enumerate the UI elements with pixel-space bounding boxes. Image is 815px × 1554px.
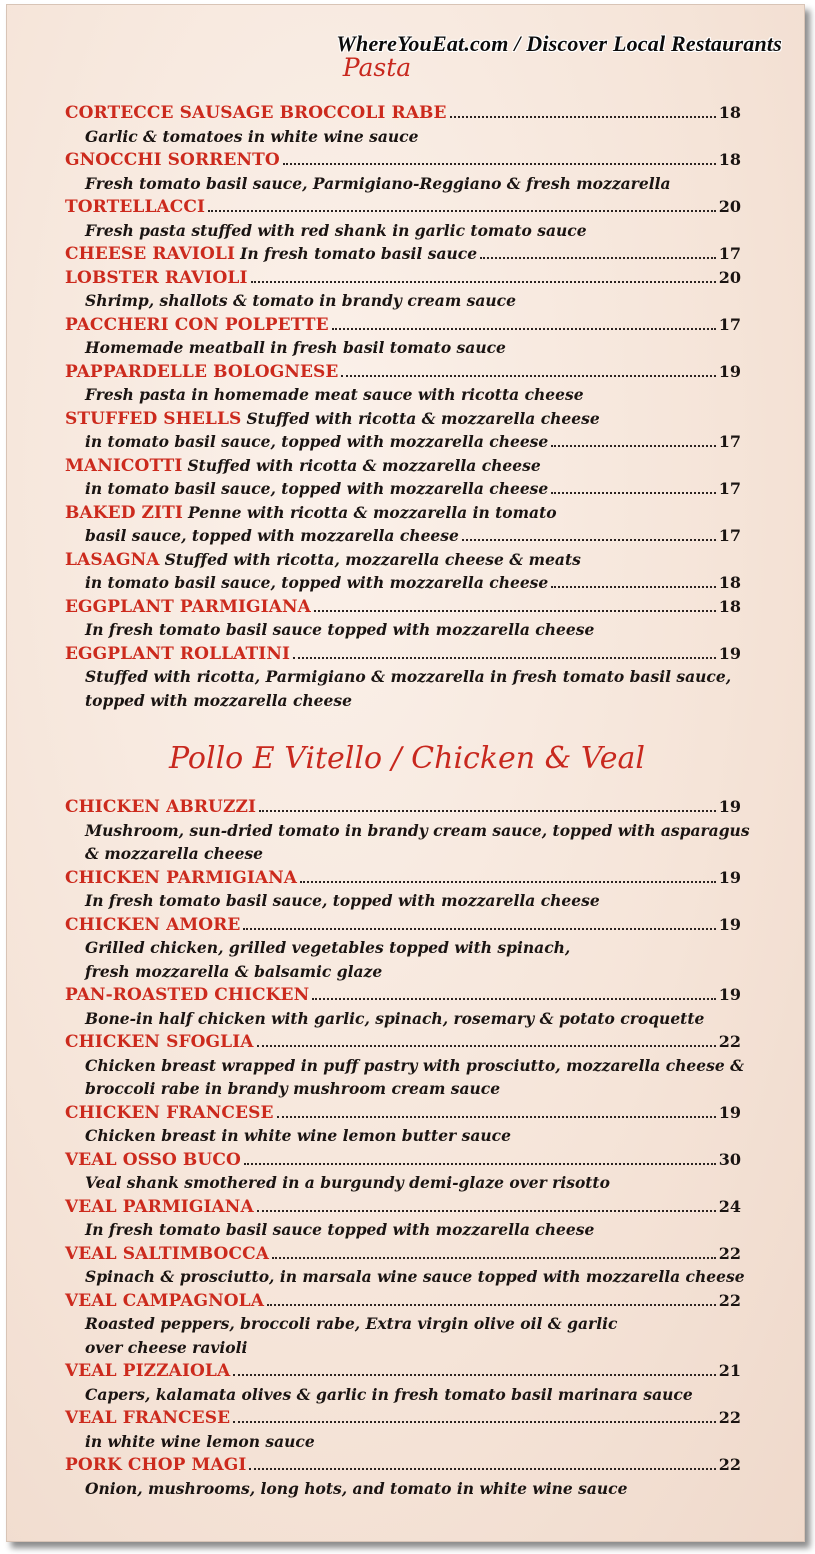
menu-item-price: 19 [718,797,741,816]
menu-item-line [65,1289,741,1313]
menu-item-price: 19 [718,914,741,934]
menu-item-description: Onion, mushrooms, long hots, and tomato in white wine sauce [85,1478,628,1498]
menu-item [65,313,741,360]
menu-item-name: CHEESE RAVIOLI [65,244,235,264]
menu-item-price: 18 [718,573,741,592]
menu-item [65,548,741,595]
menu-item-name: BAKED ZITI [65,502,183,523]
dot-leader [551,586,715,588]
menu-item-name: VEAL CAMPAGNOLA [65,1290,264,1311]
menu-item-name: STUFFED SHELLS [65,408,242,429]
menu-item-description-line [65,689,741,713]
menu-item-name: VEAL SALTIMBOCCA [65,1243,270,1264]
menu-item-price: 18 [718,150,741,169]
menu-item-line [65,913,741,937]
menu-item-name: EGGPLANT ROLLATINI [65,643,291,664]
menu-item-description-line [65,1077,741,1101]
dot-leader [243,928,715,930]
menu-item-description: Stuffed with ricotta & mozzarella cheese [187,455,541,475]
menu-item-name: VEAL OSSO BUCO [65,1149,241,1170]
menu-item-price: 22 [718,1290,741,1310]
dot-leader [283,163,716,165]
menu-item-description: Fresh pasta stuffed with red shank in garlic tomato sauce [85,220,587,240]
menu-item-price: 24 [718,1196,741,1216]
menu-item-description-line [65,1265,745,1289]
menu-item [65,983,741,1030]
menu-item-description-line [65,665,741,689]
menu-item-description: Chicken breast wrapped in puff pastry with prosciutto, mozzarella cheese & [85,1055,745,1075]
menu-item-description: Grilled chicken, grilled vegetables topped with spinach, [85,938,571,957]
menu-item-description: In fresh tomato basil sauce, topped with mozzarella cheese [85,891,600,910]
menu-item-line [65,595,741,619]
menu-item-description-line [65,1430,741,1454]
menu-item-description: Shrimp, shallots & tomato in brandy cream sauce [85,291,516,310]
menu-item-price: 18 [718,103,741,122]
menu-item-description-line [65,842,741,866]
dot-leader [341,375,715,377]
dot-leader [257,1210,716,1212]
dot-leader [233,1374,715,1376]
menu-item-price: 17 [718,314,741,334]
menu-item-description-line [65,819,750,843]
menu-item-line [65,548,741,572]
menu-item-line [65,313,741,337]
dot-leader [312,998,715,1000]
menu-item [65,1195,741,1242]
menu-item [65,1030,745,1101]
menu-item-price: 19 [718,361,741,381]
dot-leader [244,1163,716,1165]
menu-item-name: PAN-ROASTED CHICKEN [65,985,310,1005]
menu-item-description-line [65,1477,741,1501]
menu-item-price: 17 [718,479,741,498]
menu-item [65,266,741,313]
menu-item-name: PACCHERI CON POLPETTE [65,314,329,335]
menu-item-price: 20 [718,197,741,216]
chicken-veal-menu-list [65,795,750,1500]
menu-item-description: Fresh pasta in homemade meat sauce with ricotta cheese [85,385,584,404]
menu-item-line [65,101,741,125]
menu-item-name: VEAL FRANCESE [65,1408,231,1428]
menu-item-line [65,1030,741,1054]
menu-item-description-line [65,383,741,407]
dot-leader [462,539,716,541]
menu-item-line [65,1101,741,1125]
menu-item-name: GNOCCHI SORRENTO [65,150,280,170]
dot-leader [450,116,716,118]
dot-leader [249,1468,715,1470]
menu-item-name: VEAL PIZZAIOLA [65,1361,231,1381]
menu-item-description-line [65,289,741,313]
menu-item [65,454,741,501]
menu-item [65,148,741,195]
menu-item-price: 22 [718,1408,741,1427]
dot-leader [233,1421,716,1423]
dot-leader [314,610,716,612]
menu-item-description: In fresh tomato basil sauce topped with mozzarella cheese [85,620,595,639]
menu-item-description: Stuffed with ricotta, mozzarella cheese & meats [164,549,581,569]
menu-item [65,1406,741,1453]
menu-item-line [65,242,741,266]
menu-item [65,1148,741,1195]
menu-item-description: Bone-in half chicken with garlic, spinach, rosemary & potato croquette [85,1008,705,1028]
dot-leader [480,257,716,259]
menu-item-description: fresh mozzarella & balsamic glaze [85,961,383,981]
menu-item-description-line [65,936,741,960]
menu-item-line [65,195,741,219]
menu-item-price: 22 [718,1243,741,1263]
menu-item-line [65,983,741,1007]
menu-item [65,195,741,242]
menu-item-description-line [65,1007,741,1031]
menu-item-description: in tomato basil sauce, topped with mozzarella cheese [85,479,549,498]
menu-item [65,242,741,266]
menu-item-price: 17 [718,432,741,451]
menu-item-price: 20 [718,267,741,287]
menu-item-description: Penne with ricotta & mozzarella in tomato [188,502,557,522]
menu-item-price: 19 [718,643,741,663]
menu-item [65,1101,741,1148]
dot-leader [208,210,716,212]
menu-item-description: in tomato basil sauce, topped with mozzarella cheese [85,573,549,592]
menu-item [65,1453,741,1500]
menu-item-description: over cheese ravioli [85,1337,248,1357]
menu-item [65,1242,745,1289]
menu-item-description: Mushroom, sun-dried tomato in brandy cream sauce, topped with asparagus [85,820,750,840]
menu-item-line [65,1148,741,1172]
menu-item-price: 19 [718,1102,741,1122]
dot-leader [551,445,715,447]
menu-item-line [65,1195,741,1219]
menu-item-line [65,571,741,595]
menu-item-line [65,1453,741,1477]
dot-leader [267,1304,716,1306]
menu-item-description: in white wine lemon sauce [85,1431,315,1451]
menu-item-line [65,1359,741,1383]
menu-item-name: LASAGNA [65,549,160,570]
menu-item-line [65,148,741,172]
menu-item [65,360,741,407]
menu-item-description-line [65,219,741,243]
menu-item-description-line [65,1218,741,1242]
menu-item-name: CHICKEN SFOGLIA [65,1032,254,1052]
menu-item-price: 19 [718,985,741,1004]
menu-item-description: topped with mozzarella cheese [85,690,352,710]
dot-leader [300,881,716,883]
menu-item [65,101,741,148]
menu-item-description: in tomato basil sauce, topped with mozzarella cheese [85,432,549,451]
menu-item [65,913,741,984]
menu-item-price: 22 [718,1032,741,1051]
menu-item-description-line [65,1124,741,1148]
menu-item-description-line [65,1312,741,1336]
menu-item-line [65,1406,741,1430]
menu-item-name: LOBSTER RAVIOLI [65,267,248,288]
menu-item-description: In fresh tomato basil sauce [240,244,478,263]
menu-item-name: EGGPLANT PARMIGIANA [65,596,311,617]
dot-leader [259,810,716,812]
dot-leader [272,1257,716,1259]
dot-leader [251,281,716,283]
menu-item-description-line [65,1171,741,1195]
menu-item-name: CHICKEN AMORE [65,914,241,935]
menu-item-price: 21 [718,1361,741,1380]
menu-item-name: TORTELLACCI [65,197,206,217]
watermark: WhereYouEat.com / Discover Local Restaurants [336,31,782,56]
menu-item [65,866,741,913]
menu-item-description-line [65,1336,741,1360]
menu-item-description-line [65,336,741,360]
menu-item-description: Capers, kalamata olives & garlic in fresh tomato basil marinara sauce [85,1384,693,1404]
menu-item-name: CHICKEN FRANCESE [65,1102,274,1123]
menu-item-price: 18 [718,596,741,616]
menu-item-name: VEAL PARMIGIANA [65,1196,254,1217]
menu-item-name: PORK CHOP MAGI [65,1455,247,1475]
menu-item-name: CHICKEN ABRUZZI [65,797,257,817]
menu-item-line [65,866,741,890]
menu-item-name: CORTECCE SAUSAGE BROCCOLI RABE [65,103,447,123]
menu-item-description: & mozzarella cheese [85,844,264,863]
menu-item-description-line [65,1383,741,1407]
menu-item-description: Garlic & tomatoes in white wine sauce [85,126,419,146]
menu-item-line [65,642,741,666]
dot-leader [332,328,716,330]
menu-item [65,642,741,713]
menu-item-description: In fresh tomato basil sauce topped with mozzarella cheese [85,1220,595,1239]
dot-leader [293,657,716,659]
menu-item-line [65,524,741,548]
menu-item [65,795,750,866]
menu-item-description-line [65,889,741,913]
menu-item-line [65,360,741,384]
menu-item [65,1289,741,1360]
menu-page [6,4,805,1542]
menu-item-line [65,795,741,819]
menu-item-line [65,407,741,431]
menu-item-price: 17 [718,526,741,545]
menu-item-description: basil sauce, topped with mozzarella cheese [85,526,459,545]
menu-item [65,595,741,642]
dot-leader [277,1116,716,1118]
menu-item-description: Fresh tomato basil sauce, Parmigiano-Reggiano & fresh mozzarella [85,173,671,193]
menu-item-line [65,266,741,290]
menu-item-description-line [65,960,741,984]
menu-item-name: PAPPARDELLE BOLOGNESE [65,361,339,382]
menu-item-price: 17 [718,244,741,263]
pasta-menu-list [65,101,741,712]
menu-item-description: Roasted peppers, broccoli rabe, Extra virgin olive oil & garlic [85,1314,618,1333]
menu-item-line [65,1242,741,1266]
menu-item-description: Stuffed with ricotta & mozzarella cheese [246,408,600,428]
menu-item-line [65,477,741,501]
menu-item-description: Homemade meatball in fresh basil tomato sauce [85,338,506,357]
menu-item-description: Veal shank smothered in a burgundy demi-glaze over risotto [85,1173,610,1192]
dot-leader [551,492,715,494]
menu-item-line [65,430,741,454]
chicken-veal-section-title: Pollo E Vitello / Chicken & Veal [168,741,646,776]
menu-item-description: Chicken breast in white wine lemon butter sauce [85,1126,511,1145]
menu-item-description-line [65,618,741,642]
menu-item-line [65,454,741,478]
dot-leader [257,1045,716,1047]
menu-item-description-line [65,172,741,196]
menu-item-name: CHICKEN PARMIGIANA [65,867,298,888]
menu-item-description-line [65,125,741,149]
menu-item-description: broccoli rabe in brandy mushroom cream sauce [85,1079,501,1098]
pasta-section-title: Pasta [342,53,412,82]
menu-item [65,501,741,548]
menu-item-description-line [65,1054,745,1078]
menu-item-line [65,501,741,525]
menu-item-price: 30 [718,1149,741,1169]
menu-item-description: Stuffed with ricotta, Parmigiano & mozzarella in fresh tomato basil sauce, [85,667,732,686]
menu-item-description: Spinach & prosciutto, in marsala wine sauce topped with mozzarella cheese [85,1267,745,1286]
menu-item-name: MANICOTTI [65,455,183,476]
menu-item [65,407,741,454]
menu-item-price: 19 [718,867,741,887]
menu-item [65,1359,741,1406]
menu-item-price: 22 [718,1455,741,1474]
